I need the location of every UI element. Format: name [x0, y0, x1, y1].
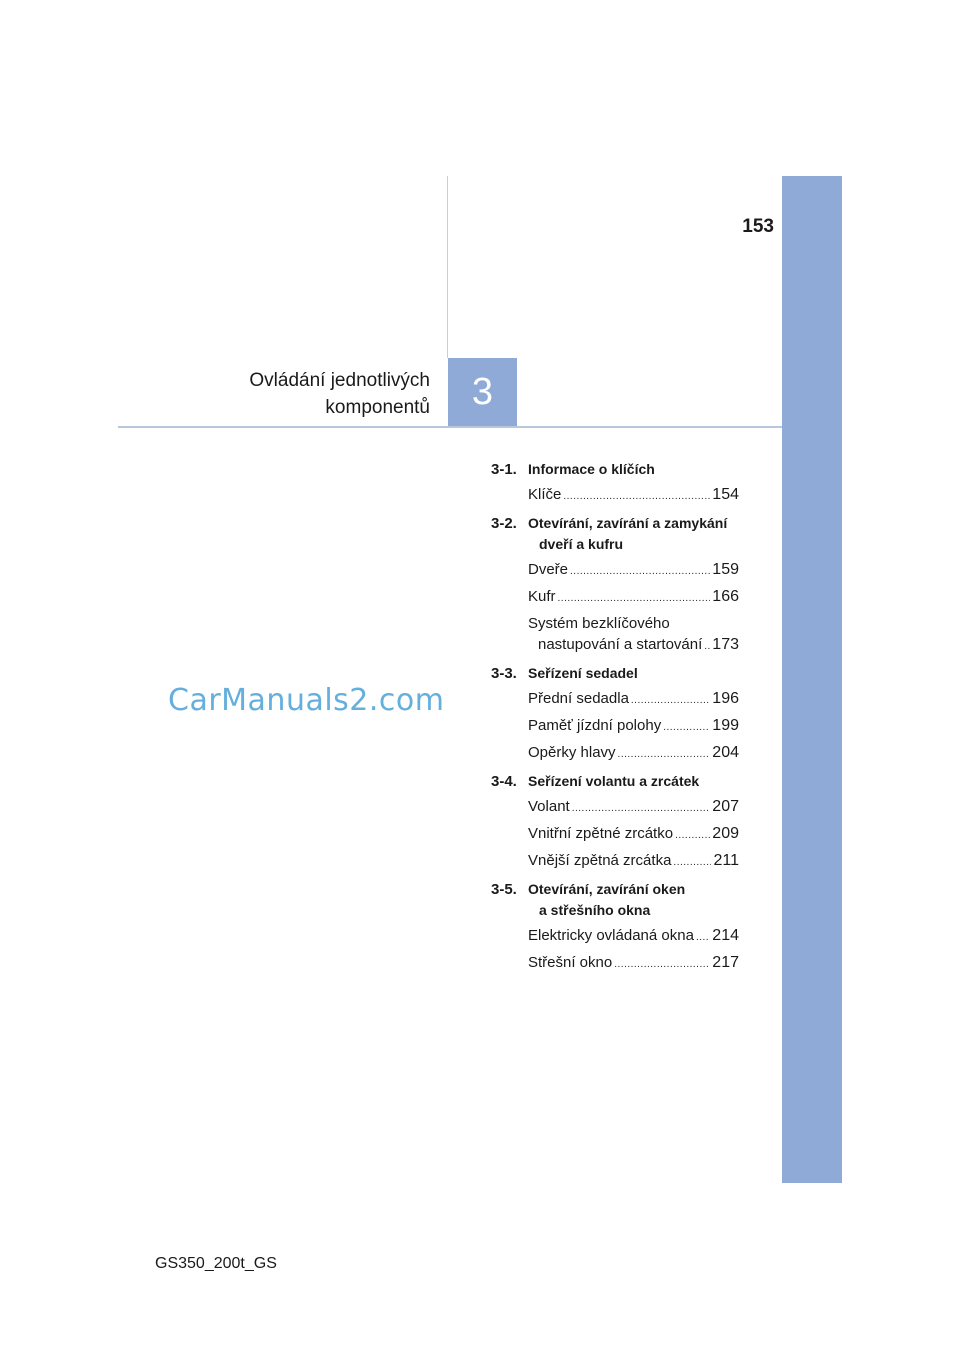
toc-entry[interactable] — [528, 742, 739, 765]
toc-section-number: 3-1. — [491, 461, 517, 478]
toc-section-number: 3-2. — [491, 515, 517, 532]
toc-entry[interactable] — [528, 850, 739, 873]
toc-entry-row — [528, 484, 739, 507]
toc-entries — [491, 484, 739, 507]
toc-entry-label: nastupování a startování — [538, 636, 703, 653]
toc-entry-row — [528, 742, 739, 765]
toc-entry-row — [528, 952, 739, 975]
toc-entry-leader-dots — [673, 852, 711, 873]
toc-entry-row — [528, 634, 739, 657]
toc-entry-leader-dots — [618, 744, 711, 765]
toc-entry-page: 204 — [712, 744, 739, 761]
toc-section-number: 3-3. — [491, 665, 517, 682]
toc-entry-row — [528, 586, 739, 609]
toc-entry-leader-dots — [663, 717, 710, 738]
toc-section-heading[interactable] — [491, 459, 739, 480]
toc-entry-leader-dots — [572, 798, 711, 819]
chapter-number: 3 — [471, 371, 494, 413]
toc-entry-label: Střešní okno — [528, 954, 613, 971]
toc-entry[interactable] — [528, 823, 739, 846]
toc-entry-page: 199 — [712, 717, 739, 734]
toc-entry[interactable] — [528, 925, 739, 948]
toc-section-heading[interactable] — [491, 663, 739, 684]
toc-entry-page: 196 — [712, 690, 739, 707]
footer-model-code: GS350_200t_GS — [155, 1255, 277, 1272]
toc-entry-page: 173 — [712, 636, 739, 653]
toc-entry[interactable] — [528, 688, 739, 711]
toc-section-title-line: Seřízení volantu a zrcátek — [528, 773, 700, 789]
toc-entry-label: Přední sedadla — [528, 690, 629, 707]
toc-section-number: 3-5. — [491, 881, 517, 898]
toc-entry-row — [528, 559, 739, 582]
toc-entry-leader-dots — [570, 561, 710, 582]
toc-entry-page: 207 — [712, 798, 739, 815]
chapter-title-line-2: komponentů — [325, 397, 430, 418]
toc-entry-row — [528, 850, 739, 873]
toc-section-title — [528, 771, 699, 792]
toc-entry-page: 217 — [712, 954, 739, 971]
toc-entry[interactable] — [528, 484, 739, 507]
toc-section — [491, 879, 739, 975]
toc-section-title-line: Seřízení sedadel — [528, 665, 638, 681]
toc-section-title — [528, 513, 727, 555]
toc-section — [491, 459, 739, 507]
toc-entry-label: Klíče — [528, 486, 562, 503]
toc-section-title-line: Informace o klíčích — [528, 461, 655, 477]
toc-entry-label: Vnější zpětná zrcátka — [528, 852, 672, 869]
toc-section — [491, 513, 739, 657]
toc-entry-row — [528, 715, 739, 738]
toc-entry-leader-dots — [696, 927, 710, 948]
toc-section-title-line: a střešního okna — [539, 902, 651, 918]
chapter-number-box — [448, 358, 517, 427]
toc-entries — [491, 925, 739, 975]
toc-entry-label: Elektricky ovládaná okna — [528, 927, 694, 944]
toc-section-number: 3-4. — [491, 773, 517, 790]
page-number: 153 — [742, 216, 774, 237]
chapter-divider-vertical — [447, 176, 448, 358]
toc-entries — [491, 796, 739, 873]
toc-section-heading[interactable] — [491, 879, 739, 921]
toc-entry-page: 166 — [712, 588, 739, 605]
toc-section-title — [528, 879, 685, 921]
toc-section-title-line: Otevírání, zavírání oken — [528, 881, 686, 897]
toc-entry-row — [528, 823, 739, 846]
toc-entry-row — [528, 688, 739, 711]
toc-entry-label: Opěrky hlavy — [528, 744, 616, 761]
toc-entry-label: Paměť jízdní polohy — [528, 717, 662, 734]
toc-entry-label: Kufr — [528, 588, 556, 605]
toc-entry-leader-dots — [675, 825, 710, 846]
toc-section-title — [528, 459, 655, 480]
toc-entry[interactable] — [528, 715, 739, 738]
toc-entry-leader-dots — [558, 588, 711, 609]
toc-entry-page: 211 — [713, 852, 739, 869]
toc-entry-label: Vnitřní zpětné zrcátko — [528, 825, 674, 842]
toc-entry-leader-dots — [563, 486, 710, 507]
toc-section — [491, 771, 739, 873]
toc-entry-page: 159 — [712, 561, 739, 578]
chapter-title — [190, 367, 430, 421]
toc-entry[interactable] — [528, 796, 739, 819]
toc-entry[interactable] — [528, 586, 739, 609]
toc-entry-row — [528, 796, 739, 819]
toc-section-title — [528, 663, 638, 684]
toc-section-title-line: Otevírání, zavírání a zamykání — [528, 515, 728, 531]
toc-entry-leader-dots — [614, 954, 710, 975]
toc-entry-page: 209 — [712, 825, 739, 842]
toc-entry-label: Dveře — [528, 561, 569, 578]
toc-entry-label-line: Systém bezklíčového — [528, 615, 670, 632]
toc-entry[interactable] — [528, 613, 739, 657]
toc-section-heading[interactable] — [491, 513, 739, 555]
toc-entries — [491, 559, 739, 657]
toc-entry-page: 214 — [712, 927, 739, 944]
chapter-divider-horizontal — [118, 426, 782, 428]
toc-entry-leader-dots — [631, 690, 710, 711]
toc-entry-page: 154 — [712, 486, 739, 503]
toc-section — [491, 663, 739, 765]
chapter-side-tab — [782, 176, 842, 1183]
toc-entry-leader-dots — [704, 636, 710, 657]
toc-entry[interactable] — [528, 952, 739, 975]
toc-entry[interactable] — [528, 559, 739, 582]
watermark-logo: CarManuals2.com — [168, 683, 445, 718]
chapter-title-line-1: Ovládání jednotlivých — [249, 370, 430, 391]
toc-entry-row — [528, 925, 739, 948]
toc-entry-label: Volant — [528, 798, 570, 815]
toc-section-title-line: dveří a kufru — [539, 536, 624, 552]
toc-section-heading[interactable] — [491, 771, 739, 792]
table-of-contents — [491, 459, 739, 981]
toc-entries — [491, 688, 739, 765]
